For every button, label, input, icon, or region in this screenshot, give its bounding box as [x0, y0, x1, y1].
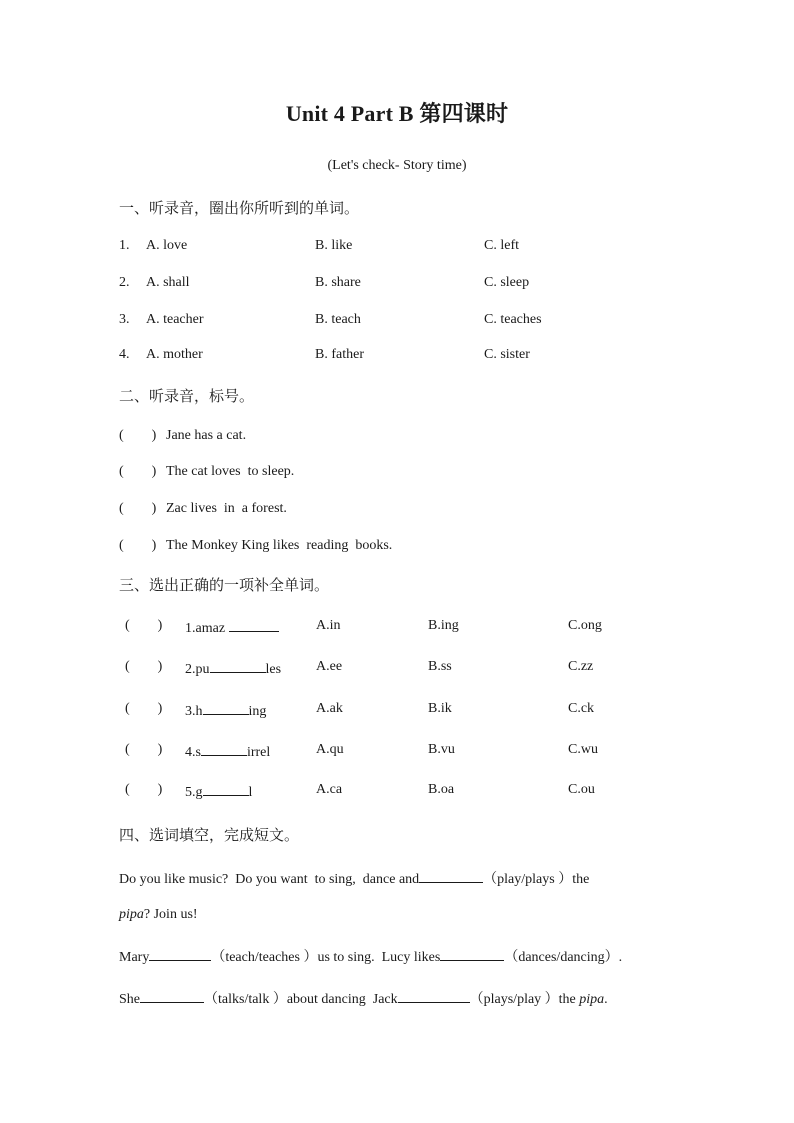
- fill-blank[interactable]: [229, 618, 279, 632]
- option-b: B.ss: [428, 659, 452, 674]
- section4-heading: 四、选词填空，完成短文。: [119, 826, 300, 844]
- option-b: B.vu: [428, 742, 455, 757]
- fill-blank[interactable]: [140, 989, 204, 1003]
- fill-blank[interactable]: [419, 869, 483, 883]
- sentence-text: The Monkey King likes reading books.: [166, 538, 393, 553]
- word-prompt: [185, 742, 270, 761]
- answer-parentheses[interactable]: ( ): [125, 659, 163, 674]
- item-number: 1.: [119, 238, 130, 253]
- item-number: 3.: [119, 312, 130, 327]
- word-prefix: 1.amaz: [185, 621, 226, 636]
- option-a: A. shall: [146, 275, 190, 290]
- passage-text: the: [572, 872, 590, 887]
- word-prefix: 5.g: [185, 785, 203, 800]
- option-b: B. teach: [315, 312, 361, 327]
- passage-line-2: [119, 907, 198, 923]
- item-number: 2.: [119, 275, 130, 290]
- word-prompt: [185, 659, 281, 678]
- option-a: A.ak: [316, 701, 343, 716]
- italic-word: pipa: [119, 907, 144, 922]
- option-a: A.qu: [316, 742, 344, 757]
- fill-blank[interactable]: [203, 701, 249, 715]
- option-c: C.wu: [568, 742, 598, 757]
- section2-heading: 二、听录音，标号。: [119, 387, 255, 405]
- sentence-text: Zac lives in a forest.: [166, 501, 287, 516]
- option-c: C. sleep: [484, 275, 530, 290]
- passage-text: us to sing. Lucy likes: [317, 950, 441, 965]
- item-number: 4.: [119, 347, 130, 362]
- option-b: B. father: [315, 347, 364, 362]
- answer-parentheses[interactable]: ( ): [125, 742, 163, 757]
- passage-text: about dancing Jack: [286, 992, 398, 1007]
- option-c: C.zz: [568, 659, 594, 674]
- option-c: C.ou: [568, 782, 595, 797]
- option-a: A.ee: [316, 659, 343, 674]
- section3-heading: 三、选出正确的一项补全单词。: [119, 576, 330, 594]
- option-a: A.ca: [316, 782, 343, 797]
- answer-parentheses[interactable]: ( ): [125, 782, 163, 797]
- fill-blank[interactable]: [440, 947, 504, 961]
- option-c: C.ong: [568, 618, 602, 633]
- word-prompt: [185, 782, 252, 801]
- passage-text: Do you like music? Do you want to sing, dance and: [119, 872, 420, 887]
- passage-text: ? Join us!: [143, 907, 198, 922]
- passage-line-4: [119, 988, 608, 1008]
- passage-text: .: [604, 992, 608, 1007]
- answer-parentheses[interactable]: ( ): [119, 464, 157, 479]
- passage-text: She: [119, 992, 140, 1007]
- word-suffix: l: [248, 785, 253, 800]
- option-a: A.in: [316, 618, 341, 633]
- sentence-text: Jane has a cat.: [166, 428, 247, 443]
- option-c: C.ck: [568, 701, 595, 716]
- word-choice: （play/plays ）: [483, 872, 573, 887]
- option-a: A. mother: [146, 347, 203, 362]
- passage-line-1: [119, 868, 589, 888]
- fill-blank[interactable]: [398, 989, 470, 1003]
- word-choice: （dances/dancing）.: [504, 950, 623, 965]
- page-subtitle: (Let's check- Story time): [327, 158, 467, 173]
- passage-text: the: [558, 992, 576, 1007]
- word-choice: （talks/talk ）: [204, 992, 287, 1007]
- italic-word: pipa: [579, 992, 605, 1007]
- option-c: C. teaches: [484, 312, 542, 327]
- answer-parentheses[interactable]: ( ): [119, 428, 157, 443]
- word-prompt: [185, 618, 279, 637]
- option-b: B.ik: [428, 701, 452, 716]
- answer-parentheses[interactable]: ( ): [119, 538, 157, 553]
- option-a: A. teacher: [146, 312, 204, 327]
- answer-parentheses[interactable]: ( ): [119, 501, 157, 516]
- fill-blank[interactable]: [149, 947, 211, 961]
- fill-blank[interactable]: [201, 742, 247, 756]
- fill-blank[interactable]: [210, 659, 266, 673]
- word-prefix: 4.s: [185, 745, 201, 760]
- word-prefix: 3.h: [185, 704, 203, 719]
- passage-text: Mary: [119, 950, 150, 965]
- fill-blank[interactable]: [203, 782, 249, 796]
- option-b: B. share: [315, 275, 361, 290]
- answer-parentheses[interactable]: ( ): [125, 701, 163, 716]
- word-prompt: [185, 701, 266, 720]
- answer-parentheses[interactable]: ( ): [125, 618, 163, 633]
- word-choice: （plays/play ）: [469, 992, 559, 1007]
- option-c: C. left: [484, 238, 519, 253]
- word-choice: （teach/teaches ）: [211, 950, 318, 965]
- word-prefix: 2.pu: [185, 662, 210, 677]
- page-title: Unit 4 Part B 第四课时: [285, 101, 509, 126]
- word-suffix: irrel: [246, 745, 271, 760]
- option-b: B.oa: [428, 782, 455, 797]
- passage-line-3: [119, 946, 622, 966]
- option-b: B.ing: [428, 618, 459, 633]
- option-a: A. love: [146, 238, 188, 253]
- sentence-text: The cat loves to sleep.: [166, 464, 295, 479]
- word-suffix: ing: [248, 704, 267, 719]
- word-suffix: les: [265, 662, 282, 677]
- option-c: C. sister: [484, 347, 530, 362]
- section1-heading: 一、听录音，圈出你所听到的单词。: [119, 199, 360, 217]
- option-b: B. like: [315, 238, 353, 253]
